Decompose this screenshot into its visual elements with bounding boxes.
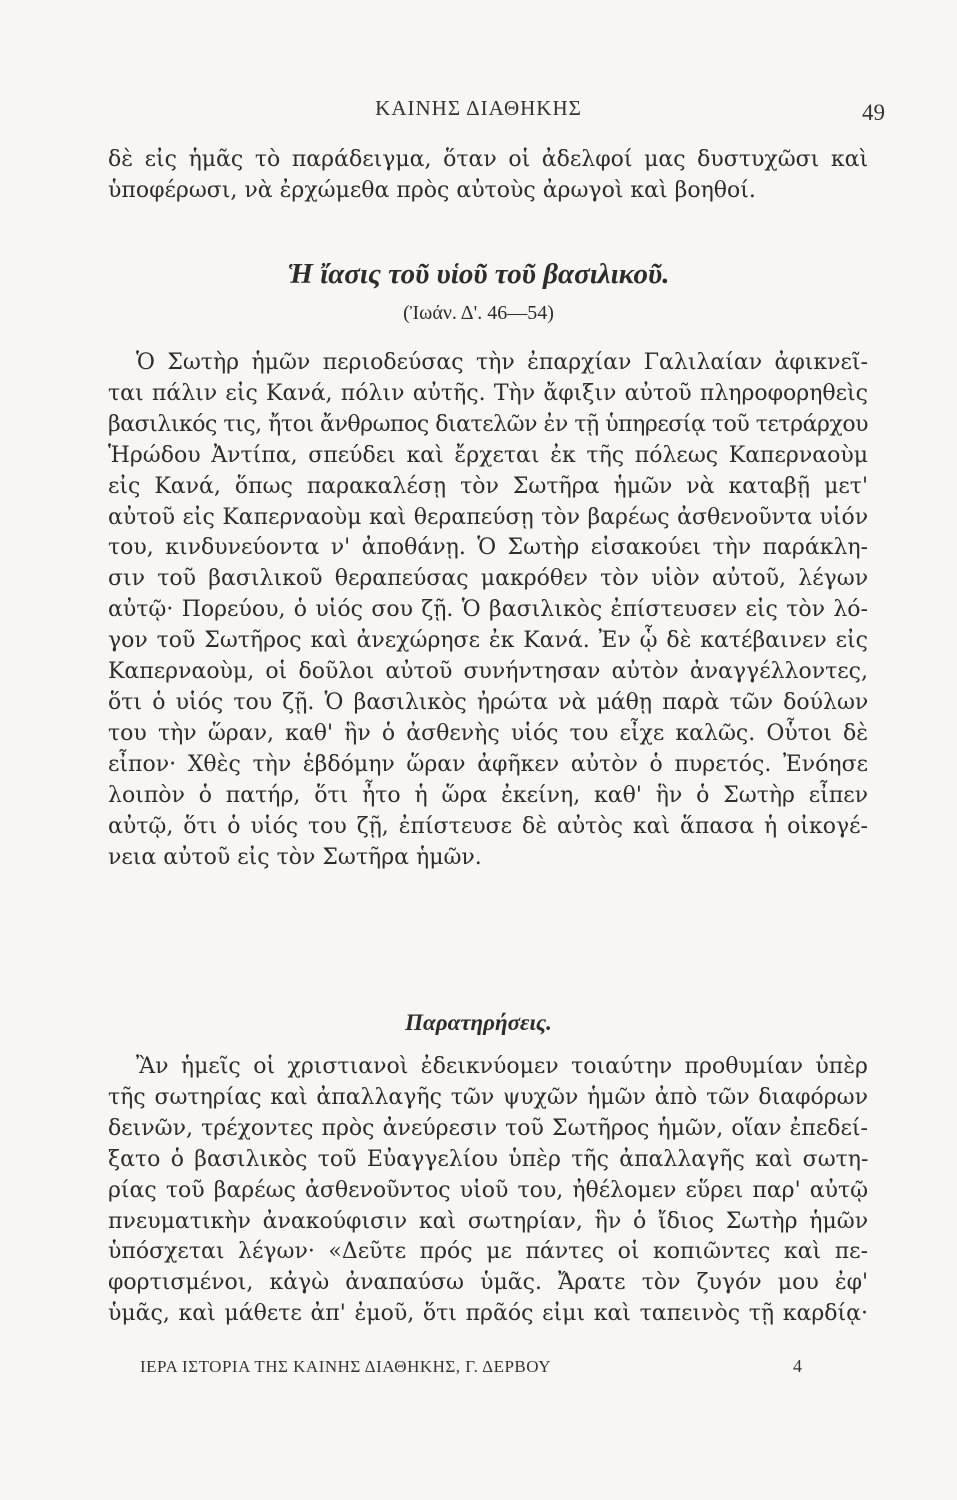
narrative-line: λοιπὸν ὁ πατήρ, ὅτι ἦτο ἡ ὥρα ἐκείνη, καθ' ἣν ὁ Σωτὴρ εἶπεν — [108, 782, 869, 808]
narrative-line: αὐτοῦ εἰς Καπερναοὺμ καὶ θεραπεύσῃ τὸν βαρέως ἀσθενοῦντα υἱόν — [108, 504, 869, 530]
narrative-line: ται πάλιν εἰς Κανά, πόλιν αὐτῆς. Τὴν ἄφιξιν αὐτοῦ πληροφορηθεὶς — [108, 380, 868, 406]
observation-line: πνευματικὴν ἀνακούφισιν καὶ σωτηρίαν, ἣν ὁ ἴδιος Σωτὴρ ἡμῶν — [108, 1208, 869, 1234]
observation-line: ρίας τοῦ βαρέως ἀσθενοῦντος υἱοῦ του, ἠθέλομεν εὕρει παρ' αὐτῷ — [108, 1177, 869, 1203]
observation-line: ὑπόσχεται λέγων· «Δεῦτε πρός με πάντες οἱ κοπιῶντες καὶ πε- — [108, 1239, 868, 1265]
narrative-line: σιν τοῦ βασιλικοῦ θεραπεύσας μακρόθεν τὸν υἱὸν αὐτοῦ, λέγων — [108, 566, 869, 592]
narrative-line: βασιλικός τις, ἤτοι ἄνθρωπος διατελῶν ἐν τῇ ὑπηρεσίᾳ τοῦ τετράρχου — [108, 411, 868, 437]
narrative-line: αὐτῷ, ὅτι ὁ υἱός του ζῇ, ἐπίστευσε δὲ αὐτὸς καὶ ἅπασα ἡ οἰκογέ- — [108, 813, 868, 839]
scripture-reference: (Ἰωάν. Δ'. 46—54) — [403, 302, 554, 324]
intro-line: ὑποφέρωσι, νὰ ἐρχώμεθα πρὸς αὐτοὺς ἀρωγοὶ καὶ βοηθοί. — [108, 177, 756, 203]
narrative-line: εἰς Κανά, ὅπως παρακαλέσῃ τὸν Σωτῆρα ἡμῶν νὰ καταβῇ μετ' — [108, 473, 868, 499]
observation-line: ξατο ὁ βασιλικὸς τοῦ Εὐαγγελίου ὑπὲρ τῆς ἀπαλλαγῆς καὶ σωτη- — [108, 1146, 869, 1172]
observation-line: δεινῶν, τρέχοντες πρὸς ἀνεύρεσιν τοῦ Σωτῆρος ἡμῶν, οἵαν ἐπεδεί- — [108, 1115, 868, 1141]
narrative-line: νεια αὐτοῦ εἰς τὸν Σωτῆρα ἡμῶν. — [108, 844, 482, 870]
running-head: ΚΑΙΝΗΣ ΔΙΑΘΗΚΗΣ — [375, 96, 582, 120]
narrative-line: εἶπον· Χθὲς τὴν ἑβδόμην ὥραν ἀφῆκεν αὐτὸν ὁ πυρετός. Ἐνόησε — [108, 751, 868, 777]
narrative-line: Καπερναοὺμ, οἱ δοῦλοι αὐτοῦ συνήντησαν αὐτὸν ἀναγγέλλοντες, — [108, 659, 868, 685]
observations-title: Παρατηρήσεις. — [405, 1010, 552, 1035]
observation-line: φορτισμένοι, κἀγὼ ἀναπαύσω ὑμᾶς. Ἄρατε τὸν ζυγόν μου ἐφ' — [108, 1270, 869, 1296]
page-footer: ΙΕΡΑ ΙΣΤΟΡΙΑ ΤΗΣ ΚΑΙΝΗΣ ΔΙΑΘΗΚΗΣ, Γ. ΔΕΡΒΟΥ — [140, 1357, 551, 1376]
observation-line: ὑμᾶς, καὶ μάθετε ἀπ' ἐμοῦ, ὅτι πρᾶός εἰμι καὶ ταπεινὸς τῇ καρδίᾳ· — [108, 1301, 868, 1327]
section-title: Ἡ ἴασις τοῦ υἱοῦ τοῦ βασιλικοῦ. — [287, 258, 670, 290]
intro-paragraph — [108, 145, 868, 207]
page-number: 49 — [862, 100, 885, 125]
signature-mark: 4 — [793, 1356, 802, 1376]
narrative-line: του, κινδυνεύοντα ν' ἀποθάνῃ. Ὁ Σωτὴρ εἰσακούει τὴν παράκλη- — [108, 535, 868, 561]
narrative-line: του τὴν ὥραν, καθ' ἣν ὁ ἀσθενὴς υἱός του εἶχε καλῶς. Οὗτοι δὲ — [108, 720, 869, 746]
narrative-line: Ἡρώδου Ἀντίπα, σπεύδει καὶ ἔρχεται ἐκ τῆς πόλεως Καπερναοὺμ — [108, 442, 868, 468]
narrative-line: γον τοῦ Σωτῆρος καὶ ἀνεχώρησε ἐκ Κανά. Ἐν ᾧ δὲ κατέβαινεν εἰς — [108, 628, 868, 654]
observations-paragraph — [108, 1052, 868, 1330]
intro-line: δὲ εἰς ἡμᾶς τὸ παράδειγμα, ὅταν οἱ ἀδελφοί μας δυστυχῶσι καὶ — [108, 147, 869, 172]
observation-line: Ἂν ἡμεῖς οἱ χριστιανοὶ ἐδεικνύομεν τοιαύτην προθυμίαν ὑπὲρ — [136, 1054, 868, 1079]
narrative-line: ὅτι ὁ υἱός του ζῇ. Ὁ βασιλικὸς ἠρώτα νὰ μάθῃ παρὰ τῶν δούλων — [108, 689, 869, 715]
narrative-line: Ὁ Σωτὴρ ἡμῶν περιοδεύσας τὴν ἐπαρχίαν Γαλιλαίαν ἀφικνεῖ- — [136, 350, 868, 375]
narrative-line: αὐτῷ· Πορεύου, ὁ υἱός σου ζῇ. Ὁ βασιλικὸς ἐπίστευσεν εἰς τὸν λό- — [108, 597, 868, 623]
observation-line: τῆς σωτηρίας καὶ ἀπαλλαγῆς τῶν ψυχῶν ἡμῶν ἀπὸ τῶν διαφόρων — [108, 1084, 868, 1110]
narrative-paragraph — [108, 348, 868, 873]
